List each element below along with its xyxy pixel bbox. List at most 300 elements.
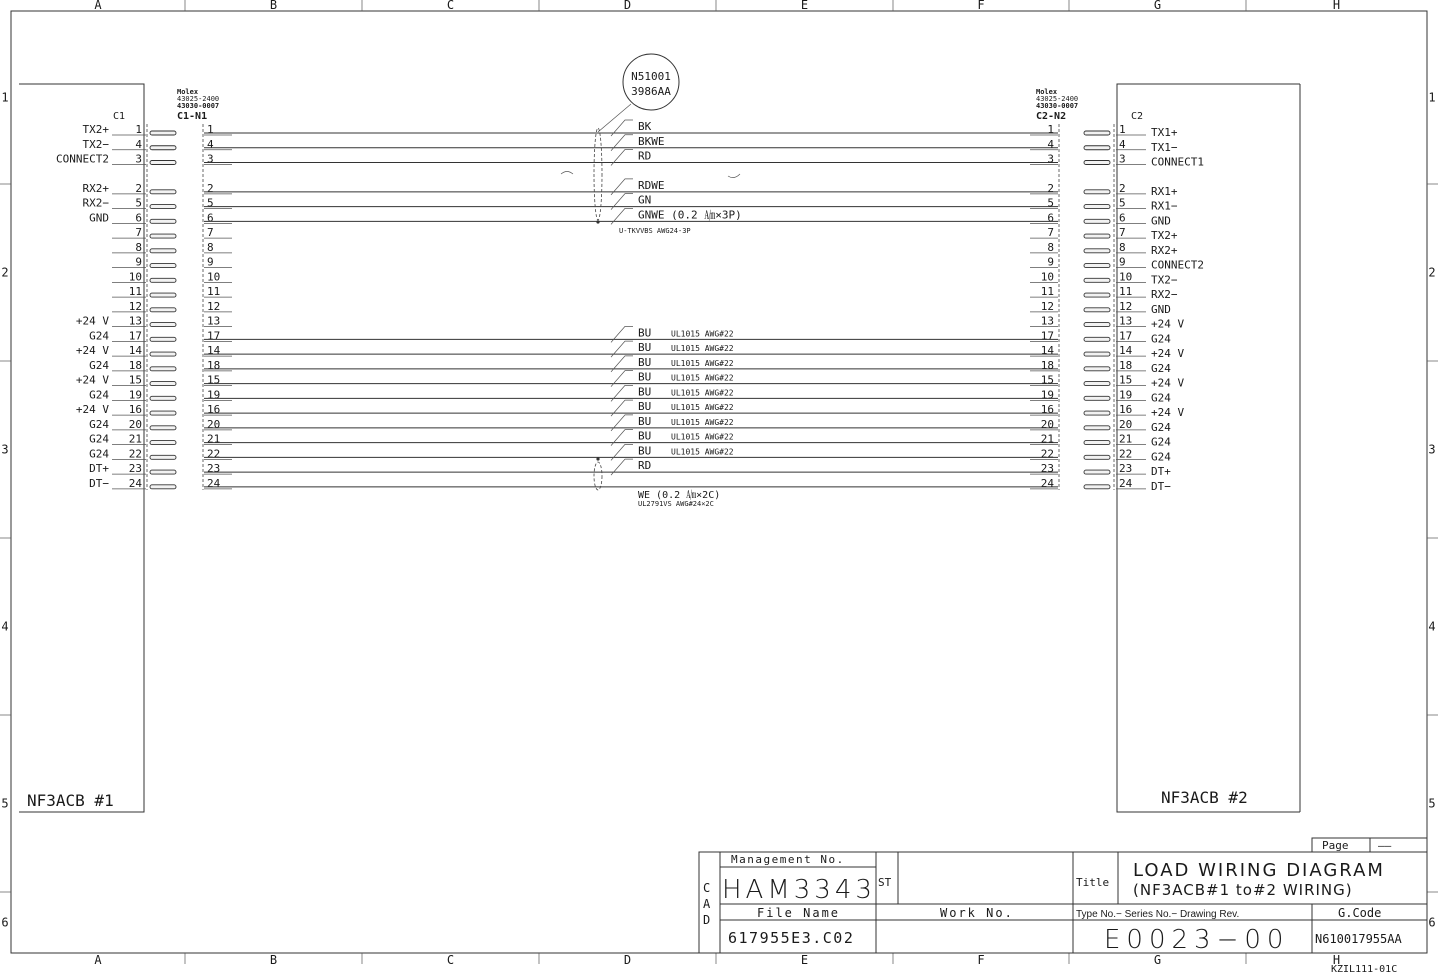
left-terminal [150, 278, 176, 282]
left-terminal [150, 337, 176, 341]
right-plug-part1: 43025-2400 [1036, 95, 1079, 103]
wire-tick [611, 430, 633, 446]
cable-label-3p: U-TKVVBS AWG24-3P [619, 227, 691, 235]
wire-tick [611, 459, 633, 475]
right-plug-pin-number: 24 [1040, 476, 1054, 490]
wire-tick [611, 135, 633, 151]
st-label: ST [878, 876, 892, 889]
right-terminal [1084, 382, 1110, 386]
wire-row-3 [56, 150, 1204, 169]
left-pin-number: 7 [135, 226, 142, 240]
left-pin-number: 10 [128, 270, 142, 284]
right-terminal [1084, 264, 1110, 268]
right-pin-number: 4 [1119, 137, 1126, 151]
right-signal-name: G24 [1151, 420, 1171, 434]
left-terminal [150, 161, 176, 165]
wire-tick [611, 385, 633, 401]
right-terminal [1084, 411, 1110, 415]
wire-tick [611, 415, 633, 431]
right-plug-pin-number: 12 [1040, 299, 1054, 313]
right-terminal [1084, 278, 1110, 282]
left-signal-name: +24 V [75, 344, 109, 358]
right-terminal [1084, 190, 1110, 194]
right-terminal [1084, 146, 1110, 150]
right-terminal [1084, 131, 1110, 135]
plug-pin-number: 6 [207, 211, 214, 225]
right-plug-pin-number: 2 [1047, 181, 1054, 195]
wire-tick [611, 444, 633, 460]
right-pin-number: 11 [1119, 285, 1133, 299]
wire-spec-label: UL1015 AWG#22 [671, 403, 734, 413]
plug-pin-number: 22 [207, 447, 221, 461]
left-pin-number: 3 [135, 152, 142, 166]
right-plug-pin-number: 7 [1047, 226, 1054, 240]
wire-color-label: RDWE [638, 178, 665, 192]
right-pin-number: 23 [1119, 462, 1133, 476]
right-terminal [1084, 219, 1110, 223]
right-plug-pin-number: 11 [1040, 285, 1054, 299]
zone-col-bottom-F: F [977, 953, 985, 967]
left-device-name: NF3ACB #1 [27, 791, 114, 810]
zone-col-bottom-D: D [623, 953, 632, 967]
plug-pin-number: 18 [207, 358, 221, 372]
right-signal-name: RX1− [1151, 199, 1178, 213]
zone-col-top-G: G [1153, 0, 1162, 12]
pair-bundle [594, 462, 602, 490]
wire-row-20 [89, 415, 1171, 434]
title-block [699, 838, 1427, 974]
left-pin-number: 18 [128, 358, 142, 372]
right-plug-pin-number: 5 [1047, 196, 1054, 210]
left-pin-number: 5 [135, 196, 142, 210]
right-pin-number: 5 [1119, 196, 1126, 210]
right-signal-name: TX1− [1151, 140, 1178, 154]
wire-ref-line1: N51001 [631, 70, 671, 83]
right-signal-name: CONNECT1 [1151, 155, 1204, 169]
zone-col-bottom-B: B [269, 953, 278, 967]
type-label: Type No.− Series No.− Drawing Rev. [1076, 909, 1240, 920]
left-pin-number: 12 [128, 299, 142, 313]
right-plug-pin-number: 8 [1047, 240, 1054, 254]
right-terminal [1084, 426, 1110, 430]
right-plug-pin-number: 6 [1047, 211, 1054, 225]
left-signal-name: +24 V [75, 373, 109, 387]
left-signal-name: DT+ [89, 462, 109, 476]
left-terminal [150, 146, 176, 150]
wire-color-label: GN [638, 193, 652, 207]
zone-row-left-2: 2 [1, 265, 9, 280]
right-signal-name: CONNECT2 [1151, 258, 1204, 272]
wire-tick [611, 120, 633, 136]
left-signal-name: GND [89, 211, 109, 225]
wire-color-label: BK [638, 120, 652, 133]
left-plug-part1: 43025-2400 [177, 95, 220, 103]
right-plug-pin-number: 20 [1040, 417, 1054, 431]
right-pin-number: 18 [1119, 358, 1133, 372]
zone-row-right-4: 4 [1428, 619, 1436, 634]
wire-row-9 [112, 256, 1204, 272]
plug-pin-number: 1 [207, 123, 214, 136]
wire-tick [611, 194, 633, 210]
wire-row-4 [83, 135, 1178, 154]
plug-pin-number: 4 [207, 137, 214, 151]
right-plug-pin-number: 14 [1040, 344, 1054, 358]
wire-tick [611, 356, 633, 372]
plug-pin-number: 16 [207, 403, 221, 417]
wire-color-label: BU [638, 355, 652, 369]
left-plug-part2: 43030-0007 [177, 102, 220, 110]
wire-spec-label: UL1015 AWG#22 [671, 388, 734, 398]
right-signal-name: RX2+ [1151, 243, 1178, 257]
right-terminal [1084, 396, 1110, 400]
wire-tick [611, 208, 633, 224]
right-terminal [1084, 234, 1110, 238]
gcode-label: G.Code [1338, 906, 1382, 920]
right-pin-number: 19 [1119, 388, 1133, 402]
wire-color-label: BU [638, 429, 652, 443]
right-pin-number: 16 [1119, 403, 1133, 417]
right-pin-number: 13 [1119, 314, 1133, 328]
right-plug-pin-number: 15 [1040, 373, 1054, 387]
right-signal-name: TX2+ [1151, 229, 1178, 243]
left-terminal [150, 411, 176, 415]
right-signal-name: RX2− [1151, 288, 1178, 302]
zone-row-right-6: 6 [1428, 915, 1436, 930]
left-signal-name: RX2+ [82, 181, 109, 195]
wire-row-13 [76, 315, 1185, 331]
wire-row-18 [89, 356, 1171, 375]
wire-ref-line2: 3986AA [631, 85, 671, 98]
right-signal-name: +24 V [1151, 406, 1185, 420]
right-terminal [1084, 367, 1110, 371]
gcode-value: N610017955AA [1315, 932, 1402, 946]
title-line2: (NF3ACB#1 to#2 WIRING) [1133, 881, 1353, 899]
right-pin-number: 12 [1119, 299, 1133, 313]
zone-col-bottom-G: G [1153, 953, 1162, 967]
left-terminal [150, 249, 176, 253]
shield-drain-marks [561, 172, 740, 178]
zone-row-left-4: 4 [1, 619, 9, 634]
right-plug-pin-number: 9 [1047, 255, 1054, 269]
right-terminal [1084, 293, 1110, 297]
wire-color-label: RD [638, 149, 652, 163]
right-signal-name: G24 [1151, 391, 1171, 405]
wire-row-15 [76, 371, 1185, 390]
left-pin-number: 9 [135, 255, 142, 269]
zone-row-left-1: 1 [1, 90, 9, 105]
title-line1: LOAD WIRING DIAGRAM [1133, 860, 1385, 881]
left-terminal [150, 485, 176, 489]
zone-col-top-A: A [94, 0, 102, 12]
right-terminal [1084, 441, 1110, 445]
left-terminal [150, 382, 176, 386]
right-signal-name: DT+ [1151, 465, 1171, 479]
left-terminal [150, 205, 176, 209]
right-pin-number: 6 [1119, 211, 1126, 225]
right-plug-pin-number: 18 [1040, 358, 1054, 372]
left-signal-name: RX2− [82, 196, 109, 210]
zone-col-top-F: F [977, 0, 985, 12]
wire-color-label: BU [638, 370, 652, 384]
left-plug-maker: Molex [177, 88, 199, 96]
wire-row-11 [112, 285, 1178, 301]
zone-col-top-E: E [800, 0, 809, 12]
wire-tick [611, 326, 633, 342]
zone-row-right-3: 3 [1428, 442, 1436, 457]
left-pin-number: 2 [135, 181, 142, 195]
right-terminal [1084, 308, 1110, 312]
left-terminal [150, 264, 176, 268]
zone-row-left-6: 6 [1, 915, 9, 930]
plug-pin-number: 19 [207, 388, 221, 402]
right-terminal [1084, 352, 1110, 356]
wire-tick [611, 179, 633, 195]
right-pin-number: 9 [1119, 255, 1126, 269]
left-pin-number: 13 [128, 314, 142, 328]
zone-row-right-1: 1 [1428, 90, 1436, 105]
zone-col-top-D: D [623, 0, 632, 12]
right-pin-number: 7 [1119, 226, 1126, 240]
right-plug-pin-number: 13 [1040, 314, 1054, 328]
right-signal-name: G24 [1151, 361, 1171, 375]
page-label: Page [1322, 839, 1349, 852]
right-pin-number: 2 [1119, 181, 1126, 195]
left-pin-number: 24 [128, 476, 142, 490]
shield-drain-dot [596, 220, 599, 223]
form-number: KZIL111-01C [1331, 964, 1398, 974]
left-plug-name: C1-N1 [177, 111, 208, 122]
cad-letter-c: C [703, 881, 711, 895]
wire-row-10 [112, 270, 1178, 286]
left-signal-name: G24 [89, 432, 109, 446]
left-signal-name: CONNECT2 [56, 152, 109, 166]
zone-col-top-C: C [446, 0, 455, 12]
wire-color-label: BU [638, 444, 652, 458]
right-signal-name: TX2− [1151, 273, 1178, 287]
left-terminal [150, 396, 176, 400]
right-pin-number: 20 [1119, 417, 1133, 431]
wire-spec-label: UL1015 AWG#22 [671, 329, 734, 339]
zone-col-bottom-C: C [446, 953, 455, 967]
right-device-name: NF3ACB #2 [1161, 788, 1248, 807]
wire-row-8 [112, 241, 1178, 257]
left-terminal [150, 131, 176, 135]
wire-ref-leader [598, 104, 631, 132]
wire-tick [611, 341, 633, 357]
wire-color-label: BU [638, 400, 652, 414]
plug-pin-number: 23 [207, 462, 221, 476]
wire-color-label: BU [638, 414, 652, 428]
left-device-box [19, 84, 144, 812]
left-pin-number: 19 [128, 388, 142, 402]
right-pin-number: 21 [1119, 432, 1133, 446]
left-connector-label: C1 [113, 111, 126, 122]
zone-col-top-H: H [1332, 0, 1341, 12]
mgmt-value: HAM3343 [722, 875, 876, 905]
left-signal-name: TX2− [82, 137, 109, 151]
right-plug-pin-number: 23 [1040, 462, 1054, 476]
plug-pin-number: 13 [207, 314, 221, 328]
wire-color-label: BU [638, 385, 652, 399]
wire-color-label: RD [638, 459, 652, 473]
right-signal-name: DT− [1151, 479, 1171, 493]
left-pin-number: 6 [135, 211, 142, 225]
right-plug-name: C2-N2 [1036, 111, 1067, 122]
file-value: 617955E3.C02 [728, 929, 855, 947]
left-pin-number: 1 [135, 123, 142, 136]
wire-tick [611, 371, 633, 387]
left-terminal [150, 426, 176, 430]
right-terminal [1084, 205, 1110, 209]
right-terminal [1084, 455, 1110, 459]
right-terminal [1084, 161, 1110, 165]
file-label: File Name [757, 906, 841, 920]
zone-row-left-5: 5 [1, 796, 9, 811]
work-label: Work No. [940, 906, 1014, 920]
zone-col-bottom-A: A [94, 953, 102, 967]
plug-pin-number: 8 [207, 240, 214, 254]
right-connector-label: C2 [1131, 111, 1144, 122]
title-label: Title [1076, 876, 1110, 889]
left-pin-number: 11 [128, 285, 142, 299]
right-plug-pin-number: 4 [1047, 137, 1054, 151]
left-signal-name: DT− [89, 476, 109, 490]
left-terminal [150, 367, 176, 371]
plug-pin-number: 17 [207, 329, 221, 343]
right-signal-name: RX1+ [1151, 184, 1178, 198]
wire-row-14 [76, 341, 1185, 360]
wire-row-19 [89, 385, 1171, 404]
wire-color-label: BKWE [638, 134, 665, 148]
left-pin-number: 8 [135, 240, 142, 254]
right-pin-number: 17 [1119, 329, 1133, 343]
left-pin-number: 20 [128, 417, 142, 431]
left-signal-name: TX2+ [82, 123, 109, 136]
left-terminal [150, 441, 176, 445]
right-signal-name: GND [1151, 214, 1171, 228]
right-plug-pin-number: 3 [1047, 152, 1054, 166]
left-signal-name: G24 [89, 388, 109, 402]
mgmt-label: Management No. [731, 853, 845, 866]
zone-col-bottom-H: H [1332, 953, 1341, 967]
wire-color-label: GNWE (0.2 ㏟×3P) [638, 208, 742, 222]
right-plug-pin-number: 16 [1040, 403, 1054, 417]
right-plug-pin-number: 19 [1040, 388, 1054, 402]
right-signal-name: +24 V [1151, 376, 1185, 390]
plug-pin-number: 5 [207, 196, 214, 210]
wire-spec-label: UL1015 AWG#22 [671, 417, 734, 427]
left-signal-name: G24 [89, 329, 109, 343]
right-signal-name: GND [1151, 302, 1171, 316]
plug-pin-number: 12 [207, 299, 221, 313]
left-pin-number: 21 [128, 432, 142, 446]
right-pin-number: 22 [1119, 447, 1133, 461]
right-terminal [1084, 337, 1110, 341]
left-pin-number: 22 [128, 447, 142, 461]
right-signal-name: +24 V [1151, 317, 1185, 331]
right-terminal [1084, 249, 1110, 253]
plug-pin-number: 11 [207, 285, 221, 299]
plug-pin-number: 2 [207, 181, 214, 195]
pin-rows [56, 120, 1204, 493]
right-pin-number: 15 [1119, 373, 1133, 387]
cad-letter-a: A [703, 897, 711, 911]
wire-spec-label: UL1015 AWG#22 [671, 344, 734, 354]
cad-letter-d: D [703, 913, 711, 927]
left-terminal [150, 190, 176, 194]
right-device-box [1117, 84, 1300, 812]
left-signal-name: G24 [89, 417, 109, 431]
cable-label-pair-spec: UL2791VS AWG#24×2C [638, 500, 714, 508]
right-pin-number: 14 [1119, 344, 1133, 358]
zone-col-top-B: B [269, 0, 278, 12]
wire-spec-label: UL1015 AWG#22 [671, 358, 734, 368]
right-plug-pin-number: 17 [1040, 329, 1054, 343]
right-signal-name: TX1+ [1151, 126, 1178, 139]
wire-row-16 [76, 400, 1185, 419]
left-terminal [150, 352, 176, 356]
plug-pin-number: 10 [207, 270, 221, 284]
right-plug-pin-number: 21 [1040, 432, 1054, 446]
left-pin-number: 23 [128, 462, 142, 476]
plug-pin-number: 21 [207, 432, 221, 446]
wire-row-5 [83, 194, 1178, 213]
zone-col-bottom-E: E [800, 953, 809, 967]
right-pin-number: 1 [1119, 123, 1126, 136]
wire-row-17 [89, 326, 1171, 345]
wire-tick [611, 400, 633, 416]
plug-pin-number: 15 [207, 373, 221, 387]
cable-label-pair: WE (0.2 ㏟×2C) [638, 490, 721, 501]
right-plug-maker: Molex [1036, 88, 1058, 96]
wire-row-24 [89, 477, 1171, 493]
right-pin-number: 3 [1119, 152, 1126, 166]
right-signal-name: G24 [1151, 435, 1171, 449]
left-pin-number: 14 [128, 344, 142, 358]
wire-row-6 [89, 208, 1171, 227]
plug-pin-number: 9 [207, 255, 214, 269]
pair-drain-dot [596, 457, 599, 460]
left-terminal [150, 293, 176, 297]
wire-row-21 [89, 430, 1171, 449]
left-terminal [150, 234, 176, 238]
wire-row-12 [112, 300, 1171, 316]
left-terminal [150, 219, 176, 223]
wire-row-2 [83, 179, 1178, 198]
page-value: —— [1378, 839, 1392, 852]
right-pin-number: 24 [1119, 476, 1133, 490]
wire-color-label: BU [638, 326, 652, 340]
right-terminal [1084, 323, 1110, 327]
zone-row-right-5: 5 [1428, 796, 1436, 811]
left-signal-name: +24 V [75, 403, 109, 417]
right-signal-name: +24 V [1151, 347, 1185, 361]
right-terminal [1084, 485, 1110, 489]
right-signal-name: G24 [1151, 450, 1171, 464]
zone-row-left-3: 3 [1, 442, 9, 457]
wire-spec-label: UL1015 AWG#22 [671, 373, 734, 383]
right-pin-number: 8 [1119, 240, 1126, 254]
zone-row-right-2: 2 [1428, 265, 1436, 280]
left-terminal [150, 470, 176, 474]
left-terminal [150, 308, 176, 312]
plug-pin-number: 20 [207, 417, 221, 431]
right-plug-pin-number: 22 [1040, 447, 1054, 461]
wire-color-label: BU [638, 341, 652, 355]
plug-pin-number: 24 [207, 476, 221, 490]
wire-spec-label: UL1015 AWG#22 [671, 432, 734, 442]
left-signal-name: G24 [89, 447, 109, 461]
